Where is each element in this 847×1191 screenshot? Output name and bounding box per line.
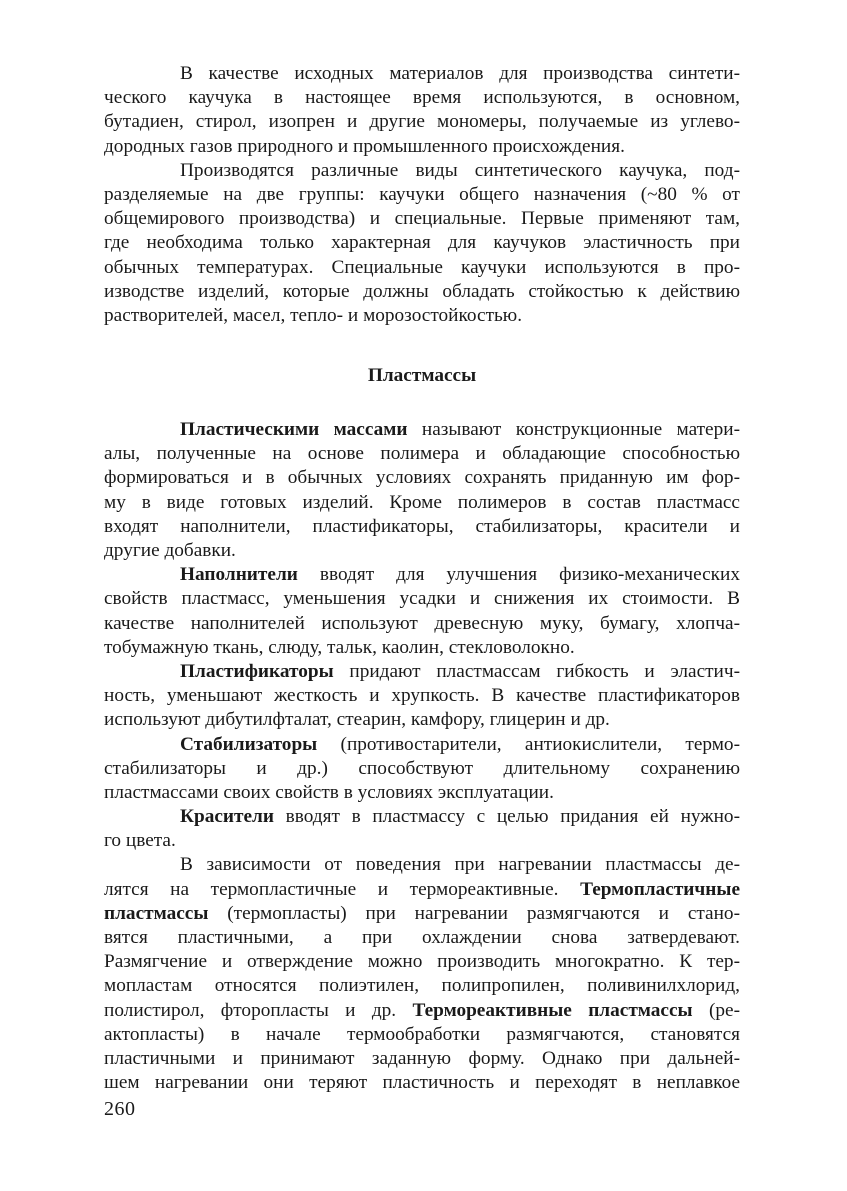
- page-number: 260: [104, 1098, 136, 1120]
- bold-term: пластмассы: [104, 902, 209, 924]
- text-line: [104, 636, 740, 660]
- line-text: лятся на термопластичные и термореактивные.: [104, 878, 581, 900]
- intro-paragraph: [104, 159, 740, 328]
- text-line: [104, 466, 740, 490]
- line-text: В качестве исходных материалов для производства синтети-: [180, 63, 740, 84]
- section-heading: Пластмассы: [367, 365, 477, 387]
- line-text: дородных газов природного и промышленного происхождения.: [104, 135, 625, 157]
- line-text: придают пластмассам гибкость и эластич-: [333, 660, 740, 682]
- text-body: [104, 62, 740, 1095]
- intro-paragraph: [104, 62, 740, 159]
- text-line: [104, 1071, 740, 1095]
- text-line: [104, 491, 740, 515]
- bold-term: Пластическими массами: [180, 419, 408, 441]
- line-text: изводстве изделий, которые должны обладать стойкостью к действию: [104, 280, 740, 302]
- line-text: обычных температурах. Специальные каучуки используются в про-: [104, 256, 740, 278]
- text-line: [104, 708, 740, 732]
- text-line: [104, 829, 740, 853]
- bold-term: Красители: [180, 806, 274, 828]
- text-line: [104, 62, 740, 86]
- line-text: бутадиен, стирол, изопрен и другие мономеры, получаемые из углево-: [104, 111, 740, 133]
- text-line: [104, 950, 740, 974]
- line-text: другие добавки.: [104, 540, 236, 561]
- line-text: В зависимости от поведения при нагревании пластмассы де-: [180, 854, 740, 876]
- line-text: полистирол, фторопласты и др.: [104, 999, 413, 1021]
- text-line: [104, 902, 740, 926]
- line-text: (ре-: [692, 999, 741, 1021]
- line-text: (термопласты) при нагревании размягчаются и стано-: [208, 902, 740, 924]
- text-line: [104, 515, 740, 539]
- plastics-section: [104, 418, 740, 1095]
- text-line: [104, 660, 740, 684]
- line-text: пластмассами своих свойств в условиях эксплуатации.: [104, 781, 554, 803]
- bold-term: Стабилизаторы: [180, 733, 318, 755]
- bold-term: Наполнители: [180, 564, 298, 586]
- text-line: [104, 86, 740, 110]
- text-line: [104, 612, 740, 636]
- line-text: Размягчение и отверждение можно производить многократно. К тер-: [104, 951, 740, 973]
- line-text: растворителей, масел, тепло- и морозостойкостью.: [104, 304, 523, 326]
- line-text: вводят в пластмассу с целью придания ей нужно-: [273, 806, 740, 828]
- text-line: [104, 853, 740, 877]
- line-text: свойств пластмасс, уменьшения усадки и снижения их стоимости. В: [104, 588, 740, 610]
- line-text: тобумажную ткань, слюду, тальк, каолин, стекловолокно.: [104, 636, 575, 658]
- plastics-paragraph: [104, 853, 740, 1095]
- line-text: ческого каучука в настоящее время используются, в основном,: [104, 87, 740, 109]
- text-line: [104, 304, 740, 328]
- line-text: общемирового производства) и специальные. Первые применяют там,: [104, 208, 740, 230]
- text-line: [104, 231, 740, 255]
- plastics-paragraph: [104, 660, 740, 733]
- line-text: разделяемые на две группы: каучуки общего назначения (~80 % от: [104, 183, 740, 205]
- plastics-paragraph: [104, 805, 740, 853]
- line-text: где необходима только характерная для каучуков эластичность при: [104, 232, 740, 254]
- text-line: [104, 280, 740, 304]
- bold-term: Термореактивные пластмассы: [412, 999, 693, 1021]
- text-line: [104, 757, 740, 781]
- line-text: алы, полученные на основе полимера и обладающие способностью: [104, 443, 740, 465]
- line-text: входят наполнители, пластификаторы, стабилизаторы, красители и: [104, 515, 740, 537]
- intro-section: [104, 62, 740, 328]
- line-text: используют дибутилфталат, стеарин, камфору, глицерин и др.: [104, 709, 610, 731]
- line-text: шем нагревании они теряют пластичность и переходят в неплавкое: [104, 1072, 740, 1094]
- plastics-paragraph: [104, 563, 740, 660]
- line-text: вводят для улучшения физико-механических: [297, 564, 740, 586]
- text-line: [104, 563, 740, 587]
- bold-term: Термопластичные: [580, 878, 740, 900]
- line-text: пластичными и принимают заданную форму. Однако при дальней-: [104, 1047, 740, 1069]
- text-line: [104, 684, 740, 708]
- plastics-paragraph: [104, 418, 740, 563]
- text-line: [104, 110, 740, 134]
- line-text: (противостарители, антиокислители, термо-: [317, 733, 740, 755]
- text-line: [104, 999, 740, 1023]
- text-line: [104, 1023, 740, 1047]
- line-text: актопласты) в начале термообработки размягчаются, становятся: [104, 1023, 740, 1045]
- line-text: Производятся различные виды синтетического каучука, под-: [180, 159, 740, 181]
- text-line: [104, 442, 740, 466]
- text-line: [104, 805, 740, 829]
- text-line: [104, 159, 740, 183]
- text-line: [104, 256, 740, 280]
- text-line: [104, 781, 740, 805]
- plastics-paragraph: [104, 733, 740, 806]
- text-line: [104, 587, 740, 611]
- text-line: [104, 183, 740, 207]
- line-text: ность, уменьшают жесткость и хрупкость. В качестве пластификаторов: [104, 685, 740, 707]
- line-text: стабилизаторы и др.) способствуют длительному сохранению: [104, 757, 740, 779]
- text-line: [104, 418, 740, 442]
- text-line: [104, 539, 740, 563]
- text-line: [104, 926, 740, 950]
- text-line: [104, 733, 740, 757]
- line-text: му в виде готовых изделий. Кроме полимеров в состав пластмасс: [104, 491, 740, 513]
- line-text: называют конструкционные матери-: [407, 419, 740, 441]
- line-text: мопластам относятся полиэтилен, полипропилен, поливинилхлорид,: [104, 975, 740, 997]
- line-text: вятся пластичными, а при охлаждении снова затвердевают.: [104, 927, 740, 948]
- text-line: [104, 878, 740, 902]
- text-line: [104, 1047, 740, 1071]
- text-line: [104, 207, 740, 231]
- bold-term: Пластификаторы: [180, 660, 334, 682]
- line-text: формироваться и в обычных условиях сохранять приданную им фор-: [104, 467, 740, 489]
- line-text: го цвета.: [104, 830, 176, 852]
- line-text: качестве наполнителей используют древесную муку, бумагу, хлопча-: [104, 612, 740, 634]
- text-line: [104, 974, 740, 998]
- text-line: [104, 135, 740, 159]
